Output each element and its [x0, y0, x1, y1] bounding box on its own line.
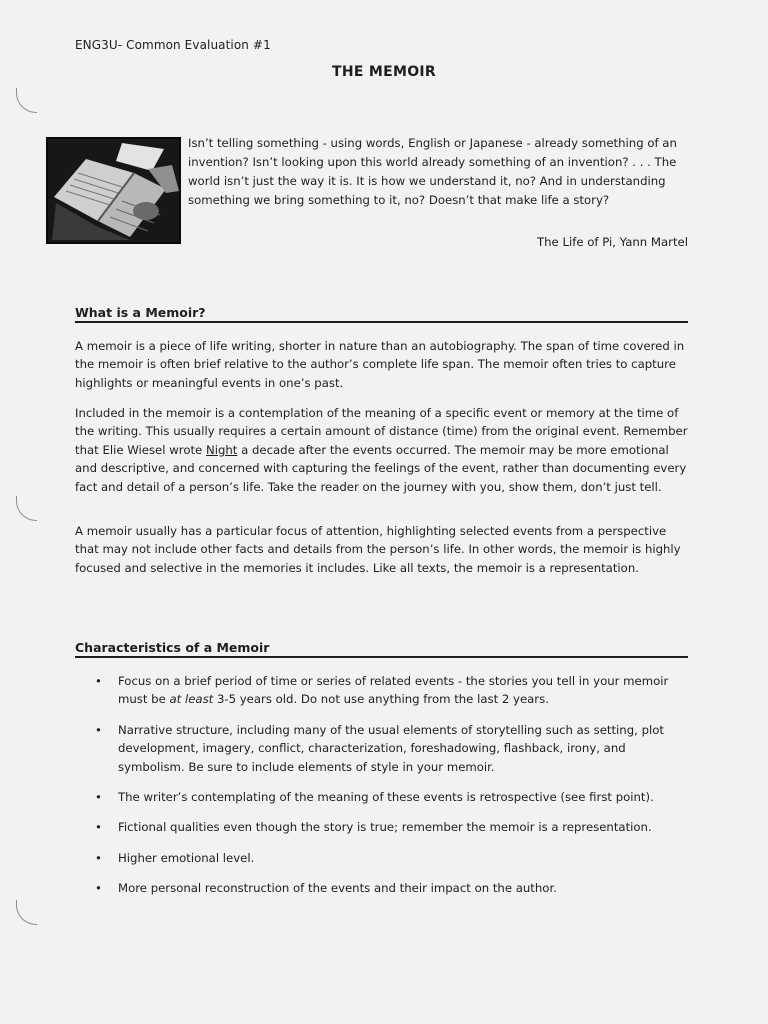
list-item: • Narrative structure, including many of the usual elements of storytelling such as setting, plot development, imagery, conflict, characterization, foreshadowing, flashback, irony, and symbolism. Be sure to include elements of style in your memoir.: [95, 721, 695, 776]
list-item-text-end: 3-5 years old. Do not use anything from the last 2 years.: [213, 692, 549, 707]
binder-punch-mark: [16, 900, 37, 925]
section-divider: [75, 321, 688, 323]
list-item-text: Focus on a brief period of time or series of related events - the stories you tell in your memoir must be: [118, 674, 669, 707]
binder-punch-mark: [16, 496, 37, 521]
section-heading-what-is-memoir: What is a Memoir?: [75, 305, 206, 320]
opening-quote: Isn’t telling something - using words, English or Japanese - already something of an invention? Isn’t looking upon this world already something of an invention? . . . The world isn’t just the way it is. It is how we understand it, no? And in understanding something we bring something to it, no? Doesn’t that make life a story?: [188, 136, 677, 207]
course-code: ENG3U- Common Evaluation #1: [75, 38, 271, 52]
binder-punch-mark: [16, 88, 37, 113]
list-item: • More personal reconstruction of the events and their impact on the author.: [95, 879, 695, 897]
list-item: • Fictional qualities even though the story is true; remember the memoir is a representation.: [95, 818, 695, 836]
book-photo-image: [46, 137, 181, 244]
open-book-illustration: [48, 139, 179, 242]
book-title-night: Night: [205, 442, 238, 457]
list-item: • The writer’s contemplating of the meaning of these events is retrospective (see first point).: [95, 788, 695, 806]
paragraph-focus: A memoir usually has a particular focus of attention, highlighting selected events from a perspective that may not include other facts and details from the person’s life. In other words, the memoir is highly focused and selective in the memories it includes. Like all texts, the memoir is a representation.: [75, 524, 681, 575]
quote-attribution: The Life of Pi, Yann Martel: [537, 235, 688, 249]
characteristics-list: [95, 672, 695, 910]
paragraph-contemplation-text-end: a decade after the events occurred. The memoir may be more emotional and descriptive, and concerned with capturing the feelings of the event, rather than documenting every fact and detail of a person’s life. Take the reader on the journey with you, show them, don’t just tell.: [75, 442, 687, 494]
section-heading-characteristics: Characteristics of a Memoir: [75, 640, 270, 655]
list-item: [95, 672, 695, 709]
paragraph-definition: A memoir is a piece of life writing, shorter in nature than an autobiography. The span of time covered in the memoir is often brief relative to the author’s complete life span. The memoir often tries to capture highlights or meaningful events in one’s past.: [75, 339, 685, 390]
emphasis-at-least: at least: [169, 692, 214, 707]
paragraph-contemplation: [75, 404, 690, 496]
section-divider: [75, 656, 688, 658]
list-item: • Higher emotional level.: [95, 849, 695, 867]
page-title: THE MEMOIR: [331, 64, 437, 80]
paragraph-contemplation-text: Included in the memoir is a contemplation of the meaning of a specific event or memory at the time of the writing. This usually requires a certain amount of distance (time) from the original event. Remember that Elie Wiesel wrote: [75, 406, 688, 457]
